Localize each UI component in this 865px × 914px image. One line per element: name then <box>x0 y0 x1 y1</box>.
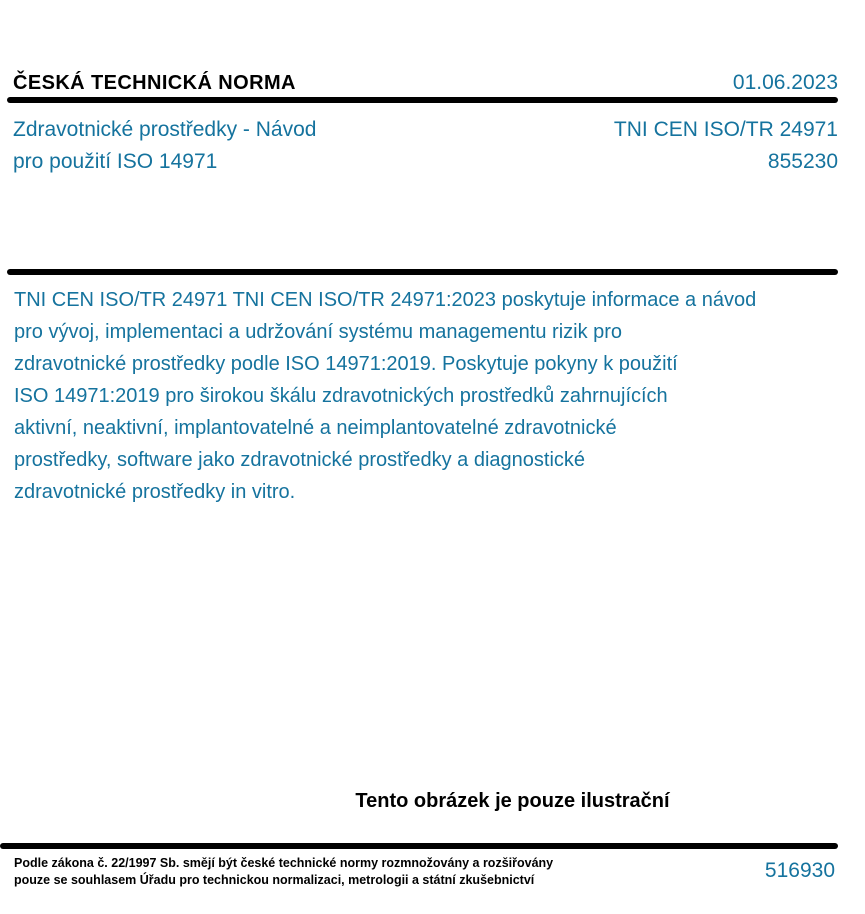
abstract-line: ISO 14971:2019 pro širokou škálu zdravotnických prostředků zahrnujících <box>14 385 668 407</box>
legal-line-2: pouze se souhlasem Úřadu pro technickou normalizaci, metrologii a státní zkušebnictví <box>14 873 535 887</box>
order-number: 516930 <box>764 859 835 882</box>
subject-line-1: Zdravotnické prostředky - Návod <box>13 118 317 141</box>
footer-divider-rule <box>0 843 838 849</box>
abstract-line: zdravotnické prostředky in vitro. <box>14 481 296 503</box>
abstract-line: aktivní, neaktivní, implantovatelné a neimplantovatelné zdravotnické <box>14 417 617 439</box>
standard-identifiers <box>614 114 838 178</box>
abstract-line: zdravotnické prostředky podle ISO 14971:2019. Poskytuje pokyny k použití <box>14 353 678 375</box>
abstract-line: TNI CEN ISO/TR 24971 TNI CEN ISO/TR 24971:2023 poskytuje informace a návod <box>14 289 757 311</box>
standard-subject <box>13 114 316 178</box>
standard-abstract <box>14 284 756 508</box>
abstract-line: prostředky, software jako zdravotnické prostředky a diagnostické <box>14 449 586 471</box>
abstract-divider-rule <box>7 269 838 275</box>
standard-designation: TNI CEN ISO/TR 24971 <box>613 118 838 141</box>
illustration-disclaimer: Tento obrázek je pouze ilustrační <box>355 790 670 812</box>
header-divider-rule <box>7 97 838 103</box>
subject-line-2: pro použití ISO 14971 <box>13 150 218 173</box>
legal-line-1: Podle zákona č. 22/1997 Sb. smějí být české technické normy rozmnožovány a rozšiřovány <box>14 856 554 870</box>
copyright-legal-notice <box>14 855 553 889</box>
page-title: ČESKÁ TECHNICKÁ NORMA <box>13 72 296 94</box>
abstract-line: pro vývoj, implementaci a udržování systému managementu rizik pro <box>14 321 623 343</box>
issue-date: 01.06.2023 <box>732 71 838 94</box>
catalog-number: 855230 <box>767 150 838 173</box>
